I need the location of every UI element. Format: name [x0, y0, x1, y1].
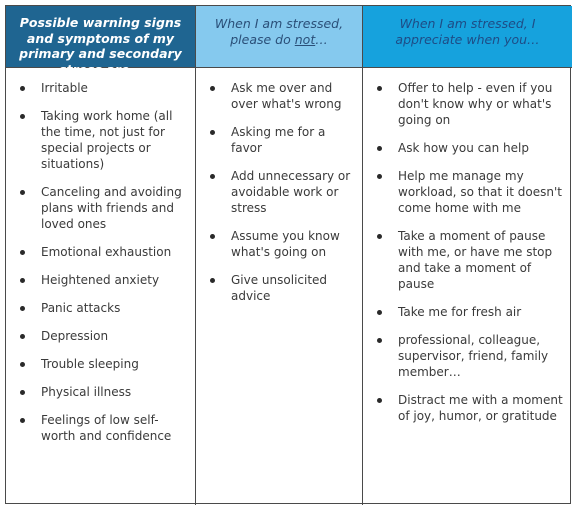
list-item: Irritable [18, 80, 189, 96]
list-item: Canceling and avoiding plans with friends and loved ones [18, 184, 189, 232]
warning-signs-list [18, 80, 189, 444]
list-item: Take me for fresh air [375, 304, 566, 320]
list-item: Ask how you can help [375, 140, 566, 156]
list-item: professional, colleague, supervisor, friend, family member… [375, 332, 566, 380]
header-warning-signs-text: Possible warning signs and symptoms of my primary and secondary stress are… [19, 15, 182, 77]
appreciate-list [375, 80, 566, 424]
column-appreciate [362, 68, 572, 505]
list-item: Assume you know what's going on [208, 228, 356, 260]
list-item: Trouble sleeping [18, 356, 189, 372]
header-please-do-not-emphasis: not [294, 31, 316, 47]
list-item: Emotional exhaustion [18, 244, 189, 260]
header-please-do-not-prefix: When I am stressed, please do [214, 16, 344, 47]
list-item: Depression [18, 328, 189, 344]
list-item: Offer to help - even if you don't know why or what's going on [375, 80, 566, 128]
header-please-do-not-text [202, 16, 356, 47]
list-item: Heightened anxiety [18, 272, 189, 288]
list-item: Physical illness [18, 384, 189, 400]
please-do-not-list [208, 80, 356, 304]
header-warning-signs [6, 6, 195, 77]
header-appreciate [362, 6, 572, 68]
header-please-do-not-suffix: … [315, 31, 328, 47]
column-warning-signs [6, 68, 195, 505]
list-item: Asking me for a favor [208, 124, 356, 156]
list-item: Ask me over and over what's wrong [208, 80, 356, 112]
list-item: Feelings of low self-worth and confidence [18, 412, 189, 444]
list-item: Give unsolicited advice [208, 272, 356, 304]
header-appreciate-text: When I am stressed, I appreciate when you… [395, 16, 540, 47]
list-item: Distract me with a moment of joy, humor, or gratitude [375, 392, 566, 424]
column-please-do-not [195, 68, 362, 505]
list-item: Help me manage my workload, so that it doesn't come home with me [375, 168, 566, 216]
stress-table [5, 5, 571, 504]
list-item: Taking work home (all the time, not just for special projects or situations) [18, 108, 189, 172]
header-please-do-not [195, 6, 362, 68]
list-item: Panic attacks [18, 300, 189, 316]
list-item: Add unnecessary or avoidable work or stress [208, 168, 356, 216]
list-item: Take a moment of pause with me, or have me stop and take a moment of pause [375, 228, 566, 292]
